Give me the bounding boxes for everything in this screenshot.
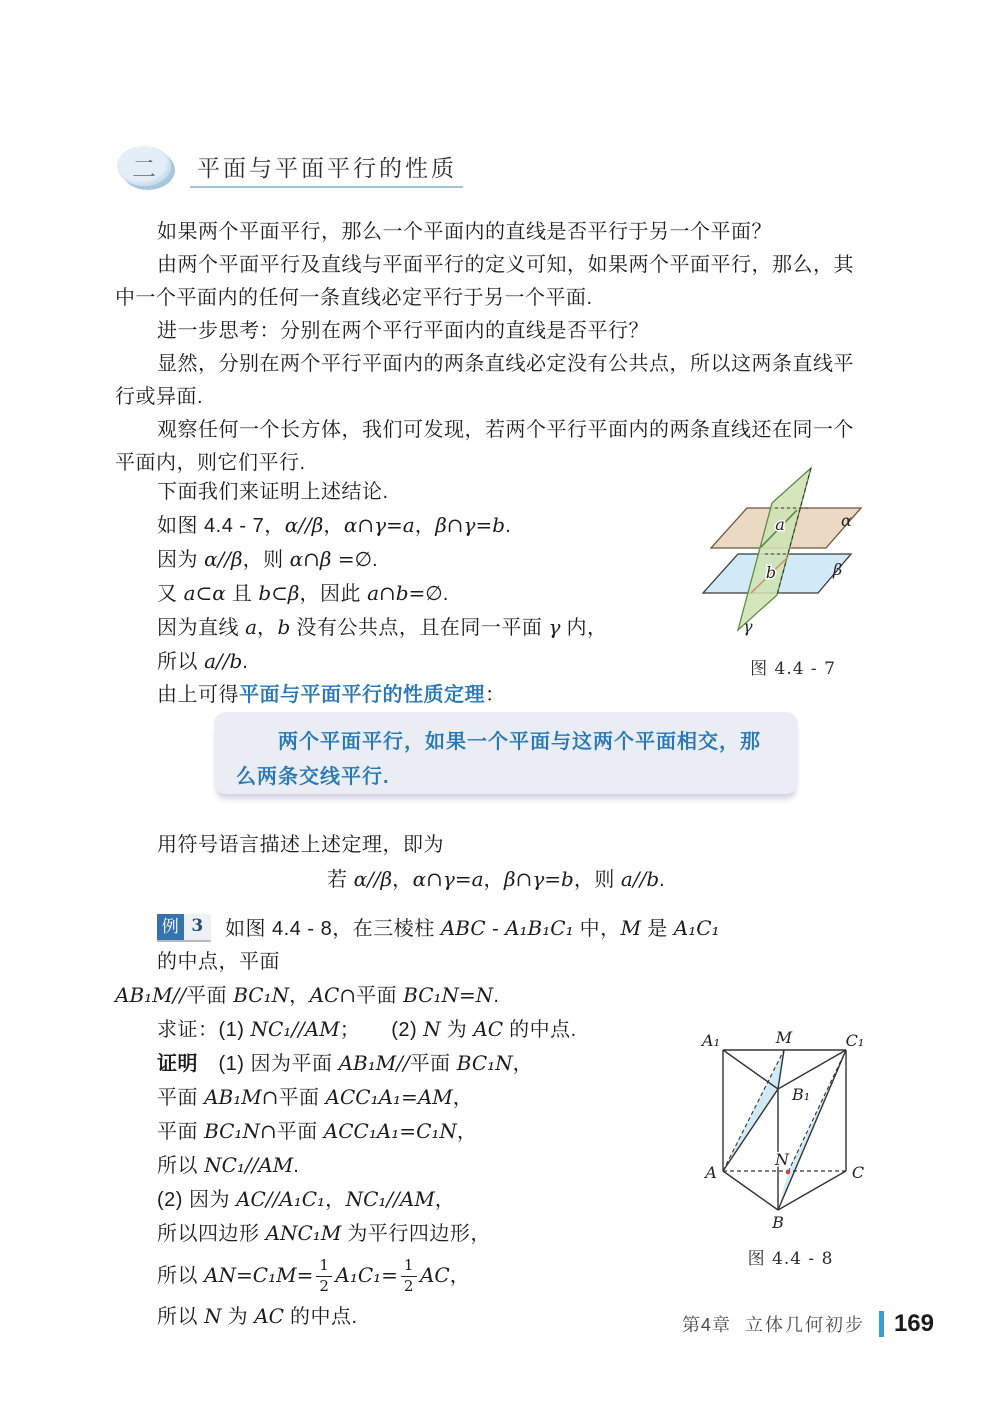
edge-C1B1 (778, 1050, 846, 1089)
intro-paragraphs (115, 216, 867, 480)
label-b: b (765, 563, 777, 582)
proof-line: 又 a⊂α 且 b⊂β，因此 a∩b=∅. (157, 581, 449, 605)
example-intro-text: 如图 4.4 - 8，在三棱柱 ABC - A₁B₁C₁ 中，M 是 A₁C₁ 的中点，平面 (157, 916, 720, 973)
proof-line: 所以 a//b. (157, 649, 249, 673)
section-number-badge (117, 146, 171, 186)
label-N: N (775, 1150, 789, 1169)
edge-A1B1 (723, 1050, 778, 1089)
paragraph: 观察任何一个长方体，我们可发现，若两个平行平面内的两条直线还在同一个平面内，则它们平行. (115, 419, 854, 474)
edge-AB (723, 1171, 778, 1210)
label-beta: β (833, 560, 843, 579)
figure-caption: 图 4.4 - 8 (747, 1249, 834, 1269)
example-3 (115, 912, 735, 1334)
proof-step: 所以 N 为 AC 的中点. (157, 1304, 358, 1328)
label-M: M (775, 1028, 793, 1047)
proof-step: 证明 (1) 因为平面 AB₁M//平面 BC₁N， (157, 1051, 534, 1075)
example-badge-label: 例 (157, 914, 184, 940)
example-line: AB₁M//平面 BC₁N，AC∩平面 BC₁N=N. (115, 983, 500, 1007)
footer-divider-bar (879, 1311, 884, 1337)
theorem-proof-lines (115, 476, 715, 712)
point-N-marker (786, 1170, 791, 1175)
page-number: 169 (893, 1310, 934, 1337)
section-number: 二 (132, 155, 156, 183)
edge-AB1 (723, 1089, 778, 1171)
symbolic-statement (115, 828, 867, 897)
example-badge (157, 914, 211, 942)
paragraph: 显然，分别在两个平行平面内的两条直线必定没有公共点，所以这两条直线平行或异面. (115, 353, 854, 408)
footer-book-title: 立体几何初步 (744, 1315, 865, 1335)
section-title: 平面与平面平行的性质 (197, 155, 457, 181)
proof-step: 所以 NC₁//AM. (157, 1153, 300, 1177)
paragraph: 由两个平面平行及直线与平面平行的定义可知，如果两个平面平行，那么，其中一个平面内的任何一条直线必定平行于另一个平面. (115, 254, 854, 309)
proof-line: 由上可得平面与平面平行的性质定理： (157, 684, 506, 706)
proof-line: 因为直线 a，b 没有公共点，且在同一平面 γ 内， (157, 615, 608, 639)
proof-step: (2) 因为 AC//A₁C₁，NC₁//AM， (157, 1187, 456, 1211)
figure-4-4-7 (693, 450, 893, 679)
proof-step: 所以四边形 ANC₁M 为平行四边形， (157, 1221, 491, 1245)
proof-step: 平面 AB₁M∩平面 ACC₁A₁=AM， (157, 1085, 474, 1109)
label-A: A (705, 1163, 717, 1182)
planes-diagram (693, 450, 893, 650)
figure-4-4-8 (698, 1028, 883, 1269)
theorem-box (214, 712, 798, 794)
label-gamma: γ (743, 617, 753, 636)
label-C1: C₁ (845, 1031, 865, 1050)
example-goal: 求证：(1) NC₁//AM； (2) N 为 AC 的中点. (157, 1017, 577, 1041)
plane-gamma (738, 468, 811, 630)
symbolic-formula: 若 α//β，α∩γ=a，β∩γ=b，则 a//b. (327, 867, 666, 891)
theorem-text: 两个平面平行，如果一个平面与这两个平面相交，那么两条交线平行. (236, 731, 761, 788)
proof-step: 所以 AN=C₁M= $\frac{1}{2}$ A₁C₁= $\frac{1}{2}$ AC， (157, 1256, 471, 1296)
paragraph: 进一步思考：分别在两个平行平面内的直线是否平行？ (157, 320, 649, 342)
label-A1: A₁ (702, 1031, 720, 1050)
proof-step: 平面 BC₁N∩平面 ACC₁A₁=C₁N， (157, 1119, 478, 1143)
symbolic-intro: 用符号语言描述上述定理，即为 (157, 834, 444, 856)
label-a: a (775, 515, 785, 534)
figure-caption: 图 4.4 - 7 (750, 659, 836, 679)
edge-BC1 (778, 1050, 846, 1210)
label-B1: B₁ (792, 1085, 811, 1104)
proof-line: 下面我们来证明上述结论. (157, 481, 389, 503)
prism-diagram (698, 1028, 883, 1240)
label-C: C (851, 1163, 865, 1182)
paragraph: 如果两个平面平行，那么一个平面内的直线是否平行于另一个平面？ (157, 221, 772, 243)
label-alpha: α (841, 511, 852, 530)
section-title-underline (190, 186, 463, 188)
proof-line: 如图 4.4 - 7，α//β，α∩γ=a，β∩γ=b. (157, 513, 512, 537)
label-B: B (772, 1213, 784, 1232)
proof-line: 因为 α//β，则 α∩β =∅. (157, 547, 379, 571)
example-badge-number: 3 (184, 914, 211, 940)
footer-chapter: 第4章 (681, 1315, 731, 1335)
example-intro-line (115, 912, 735, 979)
page-footer (0, 1310, 934, 1338)
